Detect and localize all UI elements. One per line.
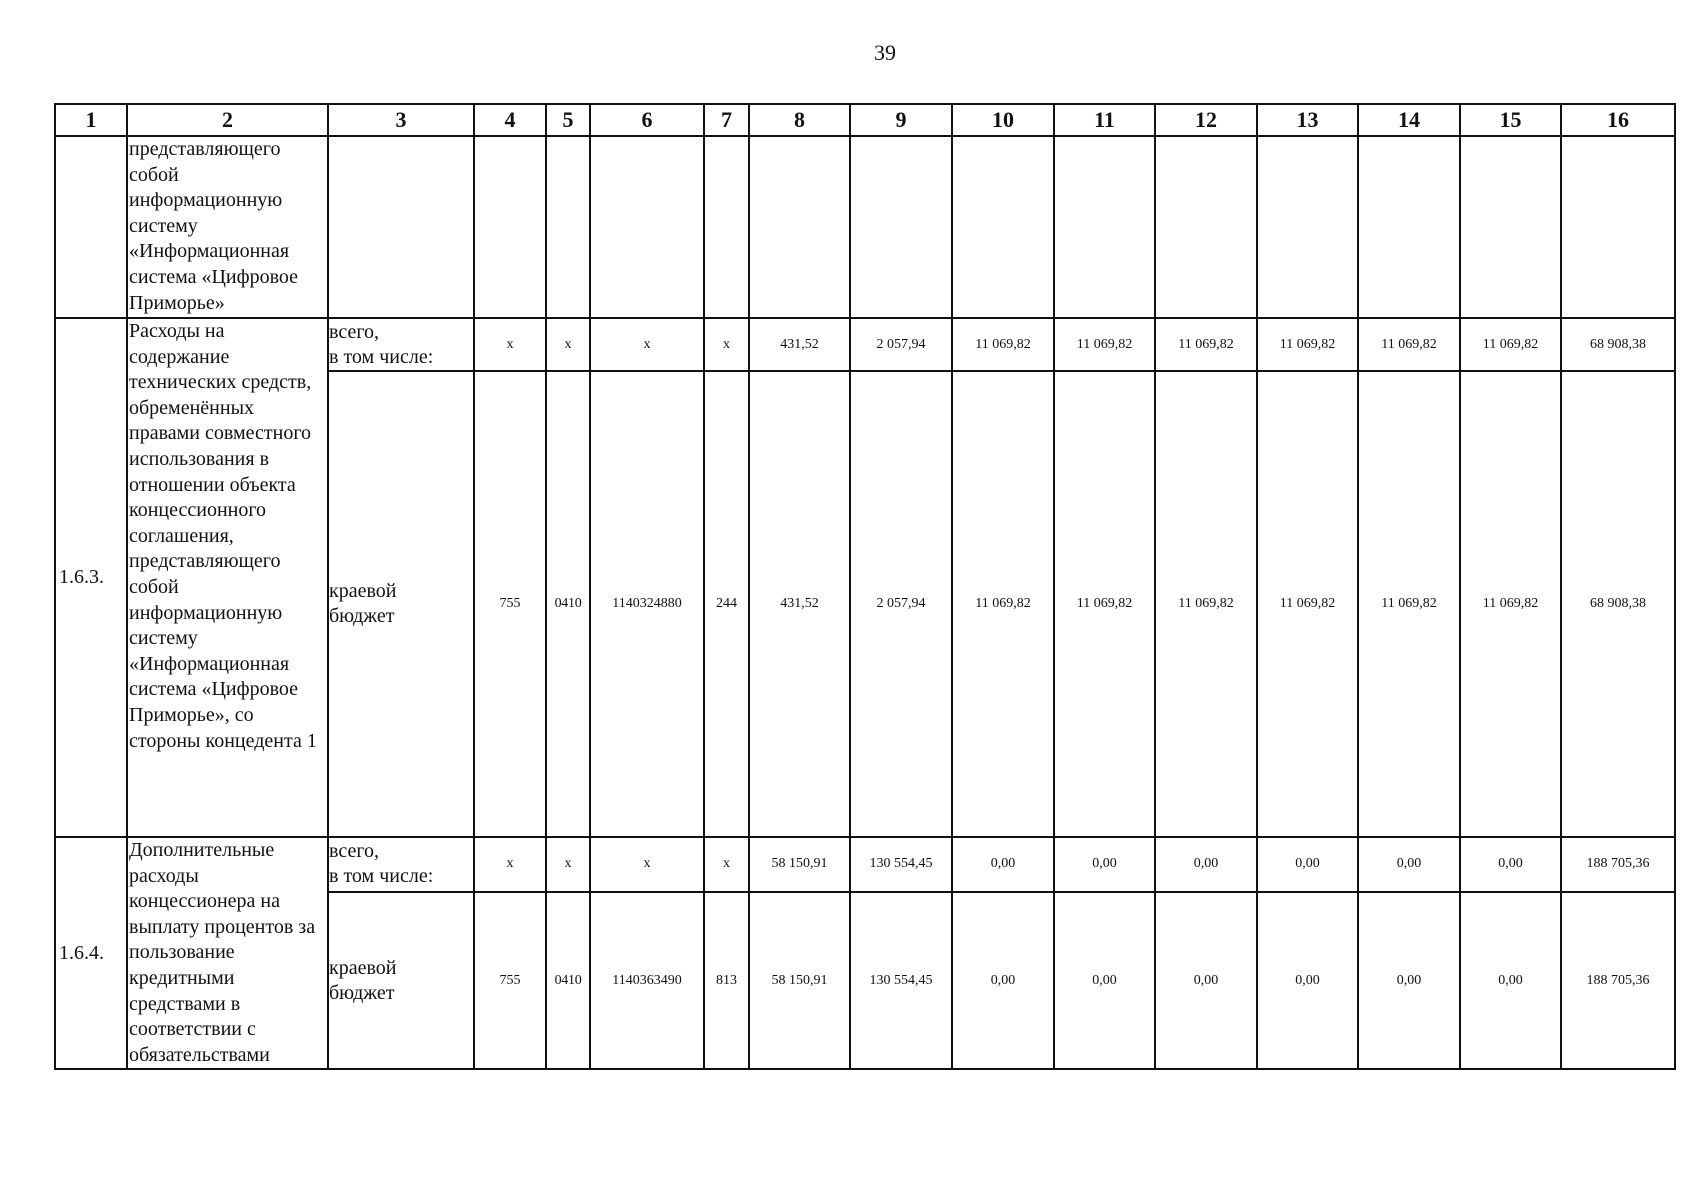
cell-value: 755 bbox=[474, 371, 546, 837]
cell-value: 813 bbox=[704, 892, 749, 1070]
empty-cell bbox=[1155, 136, 1257, 318]
cell-value: 130 554,45 bbox=[850, 892, 952, 1070]
empty-cell bbox=[952, 136, 1054, 318]
cell-value: 11 069,82 bbox=[1054, 318, 1155, 371]
cell-value: 11 069,82 bbox=[1358, 371, 1460, 837]
label-line: бюджет bbox=[329, 605, 395, 627]
label-line: краевой bbox=[329, 956, 397, 979]
column-header: 16 bbox=[1561, 104, 1675, 136]
column-header: 3 bbox=[328, 104, 474, 136]
cell-value: 0,00 bbox=[1155, 892, 1257, 1070]
column-header: 15 bbox=[1460, 104, 1561, 136]
cell-value: x bbox=[590, 318, 704, 371]
empty-cell bbox=[850, 136, 952, 318]
cell-value: x bbox=[474, 837, 546, 892]
cell-value: 11 069,82 bbox=[952, 371, 1054, 837]
empty-cell bbox=[546, 136, 590, 318]
column-header: 8 bbox=[749, 104, 850, 136]
cell-value: x bbox=[704, 318, 749, 371]
empty-cell bbox=[1054, 136, 1155, 318]
funding-label bbox=[328, 318, 474, 371]
cell-value: 0,00 bbox=[1054, 837, 1155, 892]
cell-value: 0,00 bbox=[1358, 837, 1460, 892]
column-header: 2 bbox=[127, 104, 328, 136]
cell-value: 68 908,38 bbox=[1561, 318, 1675, 371]
empty-cell bbox=[1257, 136, 1358, 318]
empty-cell bbox=[474, 136, 546, 318]
column-header: 11 bbox=[1054, 104, 1155, 136]
column-header: 1 bbox=[55, 104, 127, 136]
cell-value: 0,00 bbox=[952, 892, 1054, 1070]
cell-value: 1140363490 bbox=[590, 892, 704, 1070]
cell-value: 11 069,82 bbox=[952, 318, 1054, 371]
cell-value: 11 069,82 bbox=[1155, 371, 1257, 837]
page-number: 39 bbox=[874, 40, 896, 65]
cell-value: 0410 bbox=[546, 892, 590, 1070]
funding-label bbox=[328, 837, 474, 892]
column-header: 10 bbox=[952, 104, 1054, 136]
column-header: 5 bbox=[546, 104, 590, 136]
row-index: 1.6.4. bbox=[55, 837, 127, 1069]
empty-cell bbox=[1358, 136, 1460, 318]
column-header: 12 bbox=[1155, 104, 1257, 136]
label-line: в том числе: bbox=[329, 865, 434, 888]
table-row bbox=[55, 318, 1675, 371]
column-header: 4 bbox=[474, 104, 546, 136]
cell-value: 431,52 bbox=[749, 318, 850, 371]
cell-value: 188 705,36 bbox=[1561, 837, 1675, 892]
cell-value: 1140324880 bbox=[590, 371, 704, 837]
cell-value: 11 069,82 bbox=[1257, 318, 1358, 371]
cell-value: 58 150,91 bbox=[749, 892, 850, 1070]
cell-value: 0,00 bbox=[1257, 892, 1358, 1070]
cell-value: x bbox=[590, 837, 704, 892]
cell-value: 0,00 bbox=[1257, 837, 1358, 892]
column-header: 9 bbox=[850, 104, 952, 136]
cell-value: 11 069,82 bbox=[1155, 318, 1257, 371]
column-header: 14 bbox=[1358, 104, 1460, 136]
budget-table bbox=[54, 103, 1676, 1070]
row-index: 1.6.3. bbox=[55, 318, 127, 837]
cell-value: 11 069,82 bbox=[1054, 371, 1155, 837]
table-row bbox=[55, 837, 1675, 892]
column-header: 13 bbox=[1257, 104, 1358, 136]
label-line: бюджет bbox=[329, 981, 395, 1004]
continuation-text: представляющего собой информационную систему «Информационная система «Цифровое Приморье» bbox=[127, 136, 328, 318]
cell-value: x bbox=[546, 318, 590, 371]
continuation-row bbox=[55, 136, 1675, 318]
cell-value: 0,00 bbox=[952, 837, 1054, 892]
cell-value: 244 bbox=[704, 371, 749, 837]
empty-cell bbox=[1460, 136, 1561, 318]
row-description: Дополнительные расходы концессионера на выплату процентов за пользование кредитными средствами в соответствии с обязательствами bbox=[127, 837, 328, 1069]
cell-value: 2 057,94 bbox=[850, 371, 952, 837]
header-row bbox=[55, 104, 1675, 136]
funding-label bbox=[328, 371, 474, 837]
empty-cell bbox=[1561, 136, 1675, 318]
label-line: краевой bbox=[329, 580, 397, 602]
column-header: 7 bbox=[704, 104, 749, 136]
cell-value: 11 069,82 bbox=[1358, 318, 1460, 371]
cell-value: 0,00 bbox=[1358, 892, 1460, 1070]
cell-value: 0,00 bbox=[1460, 892, 1561, 1070]
label-line: в том числе: bbox=[329, 345, 434, 368]
row-description: Расходы на содержание технических средств, обременённых правами совместного использования в отношении объекта концессионного соглашения, представляющего собой информационную систему «Информационная система «Цифровое Приморье», со стороны концедента 1 bbox=[127, 318, 328, 837]
cell-value: 755 bbox=[474, 892, 546, 1070]
cell-value: x bbox=[546, 837, 590, 892]
column-header: 6 bbox=[590, 104, 704, 136]
cell-value: x bbox=[474, 318, 546, 371]
cell-value: 130 554,45 bbox=[850, 837, 952, 892]
cell-value: 431,52 bbox=[749, 371, 850, 837]
cell-value: 11 069,82 bbox=[1257, 371, 1358, 837]
cell-value: 58 150,91 bbox=[749, 837, 850, 892]
empty-cell bbox=[55, 136, 127, 318]
empty-cell bbox=[590, 136, 704, 318]
cell-value: x bbox=[704, 837, 749, 892]
cell-value: 2 057,94 bbox=[850, 318, 952, 371]
empty-cell bbox=[704, 136, 749, 318]
label-line: всего, bbox=[329, 320, 380, 343]
cell-value: 0,00 bbox=[1460, 837, 1561, 892]
cell-value: 68 908,38 bbox=[1561, 371, 1675, 837]
cell-value: 11 069,82 bbox=[1460, 318, 1561, 371]
cell-value: 188 705,36 bbox=[1561, 892, 1675, 1070]
empty-cell bbox=[328, 136, 474, 318]
cell-value: 11 069,82 bbox=[1460, 371, 1561, 837]
funding-label bbox=[328, 892, 474, 1070]
empty-cell bbox=[749, 136, 850, 318]
cell-value: 0,00 bbox=[1054, 892, 1155, 1070]
cell-value: 0,00 bbox=[1155, 837, 1257, 892]
label-line: всего, bbox=[329, 840, 380, 863]
cell-value: 0410 bbox=[546, 371, 590, 837]
